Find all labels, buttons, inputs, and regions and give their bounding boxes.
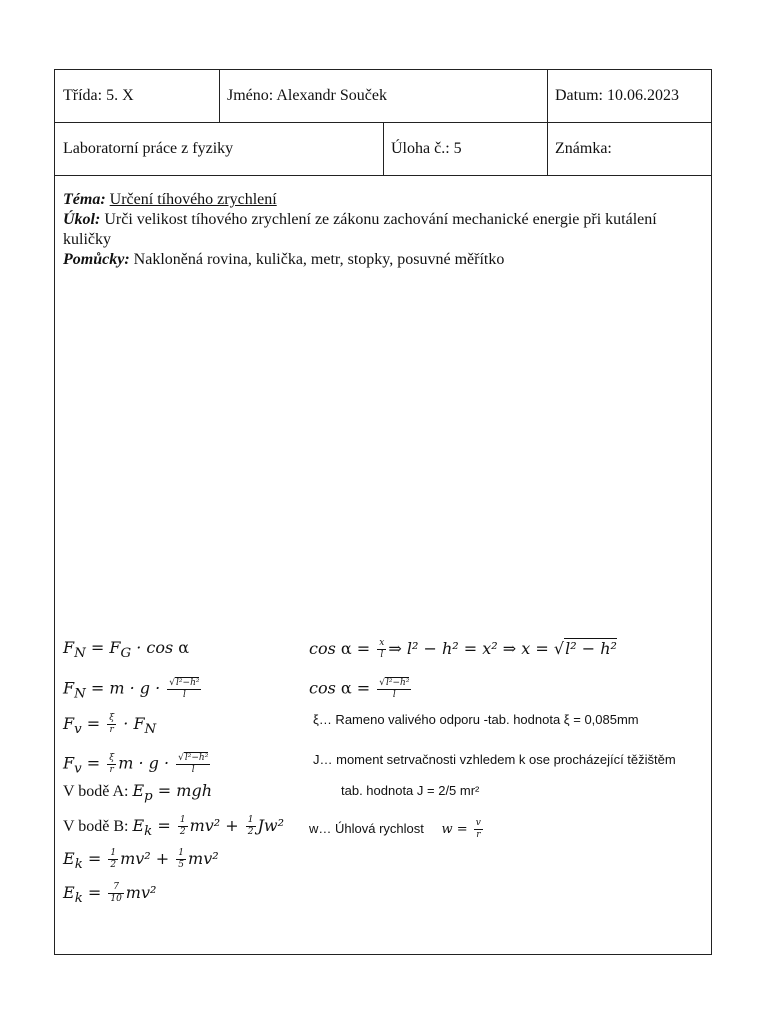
topic-line	[63, 190, 703, 210]
formula-cos-alpha-sqrt: cos α = $\frac{\text{√l²−h²}}{l}$	[309, 678, 410, 700]
task-label: Úkol:	[63, 211, 101, 228]
formula-fn-cos: $F_N = F_G \cdot \cos \alpha$	[63, 638, 190, 662]
tools-value: Nakloněná rovina, kulička, metr, stopky, posuvné měřítko	[133, 251, 505, 268]
task-number-field: Úloha č.: 5	[391, 139, 462, 157]
topic-value: Určení tíhového zrychlení	[109, 191, 277, 208]
point-b-label: V bodě B:	[63, 818, 129, 835]
angular-velocity-note: w… Úhlová rychlost w = $\frac{v}{r}$	[309, 818, 481, 840]
formula-ek-sum: $E_k$ = $\frac{1}{2}$ mv² + $\frac{1}{5}$ mv²	[63, 848, 219, 873]
task-value: Urči velikost tíhového zrychlení ze zákonu zachování mechanické energie při kutálení kuličky	[63, 211, 657, 248]
subject-field: Laboratorní práce z fyziky	[63, 139, 234, 157]
point-a-label: V bodě A:	[63, 783, 129, 800]
date-field: Datum: 10.06.2023	[555, 87, 679, 104]
header-divider-2	[55, 175, 711, 176]
formula-fv-full: $F_v$ = $\frac{\xi}{r}$ m · g · $\frac{\text{√l²−h²}}{l}$	[63, 752, 209, 777]
angular-velocity-label: w… Úhlová rychlost	[309, 821, 424, 836]
moment-tab-value: tab. hodnota J = 2/5 mr²	[341, 783, 480, 798]
formula-ep: V bodě A: $E_p$ = mgh	[63, 781, 213, 805]
moment-note: J… moment setrvačnosti vzhledem k ose procházející těžištěm	[313, 752, 676, 767]
formula-ek-result: $E_k$ = $\frac{7}{10}$ mv²	[63, 882, 157, 907]
formula-fn-mg: $F_N = m \cdot g$ · $\frac{\text{√l²−h²}}{l}$	[63, 678, 200, 702]
class-field: Třída: 5. X	[63, 87, 134, 104]
name-field: Jméno: Alexandr Souček	[227, 87, 387, 104]
lab-report-sheet	[54, 69, 712, 955]
task-line	[63, 210, 703, 250]
grade-field: Známka:	[555, 139, 612, 157]
formula-fv: $F_v$ = $\frac{\xi}{r}$ · $F_N$	[63, 713, 157, 738]
tools-label: Pomůcky:	[63, 251, 130, 268]
tools-line	[63, 250, 703, 270]
formula-cos-alpha: cos α = $\frac{x}{l}$ ⇒ l² − h² = x² ⇒ x = √l² − h²	[309, 638, 617, 660]
intro-block	[63, 190, 703, 270]
formula-ek-b: V bodě B: $E_k$ = $\frac{1}{2}$ mv² + $\frac{1}{2}$ Jw²	[63, 815, 285, 840]
topic-label: Téma:	[63, 191, 106, 208]
xi-note: ξ… Rameno valivého odporu -tab. hodnota ξ = 0,085mm	[313, 712, 639, 727]
